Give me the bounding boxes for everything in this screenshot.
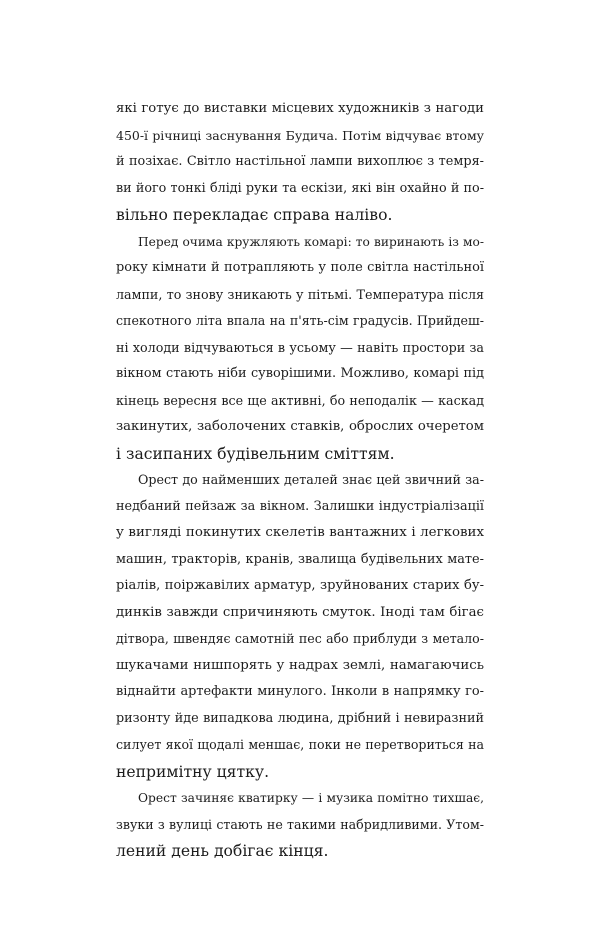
text-line: непримітну цятку. xyxy=(116,762,270,781)
text-line: Перед очима кружляють комарі: то виринають із мо- xyxy=(138,234,484,249)
text-line: вільно перекладає справа наліво. xyxy=(116,206,393,224)
text-line: звуки з вулиці стають не такими набридливими. Утом- xyxy=(116,816,484,832)
text-line: і засипаних будівельним сміттям. xyxy=(116,444,395,463)
paragraph-4 xyxy=(116,785,484,865)
text-line: які готує до виставки місцевих художників з нагоди xyxy=(116,101,484,116)
text-line: недбаний пейзаж за вікном. Залишки індустріалізації xyxy=(116,498,484,514)
text-line: й позіхає. Світло настільної лампи вихоплює з темря- xyxy=(116,154,484,169)
text-line: силует якої щодалі меншає, поки не перетвориться на xyxy=(116,737,484,752)
text-line: у вигляді покинутих скелетів вантажних і легкових xyxy=(116,525,484,540)
text-line: дітвора, швендяє самотній пес або приблуди з метало- xyxy=(116,631,484,646)
text-line: ріалів, поіржавілих арматур, зруйнованих старих бу- xyxy=(116,578,484,593)
paragraph-1 xyxy=(116,96,484,229)
text-line: ви його тонкі бліді руки та ескізи, які він охайно й по- xyxy=(116,180,484,196)
text-line: Орест до найменших деталей знає цей звичний за- xyxy=(138,472,484,487)
text-line: віднайти артефакти минулого. Інколи в напрямку го- xyxy=(116,684,484,699)
text-line: Орест зачиняє кватирку — і музика помітно тихшає, xyxy=(138,791,484,805)
paragraph-3 xyxy=(116,467,484,785)
paragraph-2 xyxy=(116,229,484,468)
text-line: динків завжди спричиняють смуток. Іноді там бігає xyxy=(116,604,484,620)
body-text xyxy=(116,96,484,865)
text-line: машин, тракторів, кранів, звалища будівельних мате- xyxy=(116,551,484,567)
text-line: ні холоди відчуваються в усьому — навіть простори за xyxy=(116,339,484,355)
text-line: 450-ї річниці заснування Будича. Потім відчуває втому xyxy=(116,127,484,143)
text-line: лампи, то знову зникають у пітьмі. Температура після xyxy=(116,286,484,302)
text-line: ризонту йде випадкова людина, дрібний і невиразний xyxy=(116,710,484,726)
text-line: шукачами нишпорять у надрах землі, намагаючись xyxy=(116,657,484,673)
text-line: спекотного літа впала на п'ять-сім градусів. Прийдеш- xyxy=(116,313,484,328)
text-line: закинутих, заболочених ставків, оброслих очеретом xyxy=(116,419,484,434)
text-line: лений день добігає кінця. xyxy=(116,842,329,860)
text-line: року кімнати й потрапляють у поле світла настільної xyxy=(116,260,484,275)
text-line: кінець вересня все ще активні, бо неподалік — каскад xyxy=(116,392,484,408)
text-line: вікном стають ніби суворішими. Можливо, комарі під xyxy=(116,366,484,381)
